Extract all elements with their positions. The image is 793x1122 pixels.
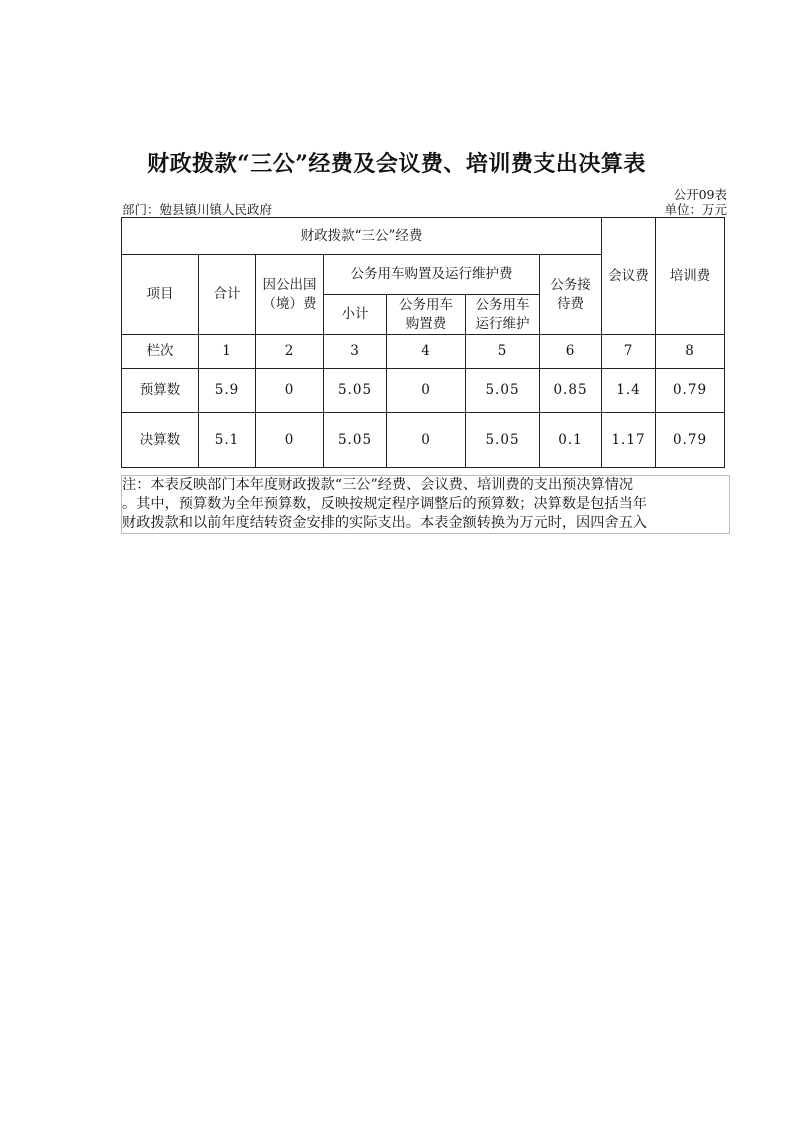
header-operation-line1: 公务用车 — [475, 296, 530, 313]
header-meeting: 会议费 — [602, 218, 656, 335]
header-reception — [540, 255, 602, 335]
table-cell: 5.05 — [466, 413, 540, 468]
header-reception-line1: 公务接 — [550, 276, 591, 293]
header-training: 培训费 — [656, 218, 725, 335]
note-line-1: 注：本表反映部门本年度财政拨款“三公”经费、会议费、培训费的支出预决算情况 — [122, 477, 634, 493]
row-label: 决算数 — [122, 413, 199, 468]
table-cell: 5.9 — [199, 369, 256, 413]
header-subtotal: 小计 — [324, 295, 387, 335]
table-cell: 1.4 — [602, 369, 656, 413]
table-cell: 5.05 — [324, 413, 387, 468]
header-purchase-line2: 购置费 — [405, 315, 447, 332]
note-line-3: 财政拨款和以前年度结转资金安排的实际支出。本表金额转换为万元时，因四舍五入 — [122, 515, 647, 531]
table-cell: 1 — [199, 335, 256, 369]
table-row — [122, 369, 725, 413]
header-purchase-line1: 公务用车 — [399, 296, 453, 313]
table-cell: 0.1 — [540, 413, 602, 468]
table-cell: 0 — [256, 413, 324, 468]
table-cell: 3 — [324, 335, 387, 369]
table-cell: 0 — [387, 369, 466, 413]
table-cell: 0.79 — [656, 413, 725, 468]
header-abroad — [256, 255, 324, 335]
expenditure-table — [121, 217, 725, 468]
form-number: 公开09表 — [673, 187, 727, 202]
row-label: 预算数 — [122, 369, 199, 413]
table-row — [122, 335, 725, 369]
table-cell: 6 — [540, 335, 602, 369]
table-row — [122, 413, 725, 468]
header-vehicle-purchase — [387, 295, 466, 335]
header-item: 项目 — [122, 255, 199, 335]
header-total: 合计 — [199, 255, 256, 335]
table-note — [121, 475, 730, 534]
note-line-2: 。其中，预算数为全年预算数，反映按规定程序调整后的预算数；决算数是包括当年 — [122, 496, 647, 512]
table-cell: 1.17 — [602, 413, 656, 468]
table-cell: 7 — [602, 335, 656, 369]
header-reception-line2: 待费 — [557, 295, 584, 312]
table-cell: 5.05 — [466, 369, 540, 413]
table-cell: 0.79 — [656, 369, 725, 413]
header-abroad-line1: 因公出国 — [262, 276, 317, 293]
group-header-three-public: 财政拨款“三公”经费 — [122, 218, 602, 255]
table-cell: 0 — [256, 369, 324, 413]
row-label: 栏次 — [122, 335, 199, 369]
header-vehicle-operation — [466, 295, 540, 335]
table-cell: 0.85 — [540, 369, 602, 413]
table-cell: 8 — [656, 335, 725, 369]
table-cell: 2 — [256, 335, 324, 369]
table-cell: 5.1 — [199, 413, 256, 468]
table-cell: 5 — [466, 335, 540, 369]
table-cell: 4 — [387, 335, 466, 369]
table-cell: 0 — [387, 413, 466, 468]
department-label: 部门：勉县镇川镇人民政府 — [122, 202, 273, 217]
table-cell: 5.05 — [324, 369, 387, 413]
header-abroad-line2: （境）费 — [262, 295, 317, 312]
page-title: 财政拨款“三公”经费及会议费、培训费支出决算表 — [147, 151, 646, 177]
header-vehicle-group: 公务用车购置及运行维护费 — [324, 255, 540, 295]
unit-label: 单位：万元 — [664, 202, 727, 217]
header-operation-line2: 运行维护 — [475, 315, 530, 332]
